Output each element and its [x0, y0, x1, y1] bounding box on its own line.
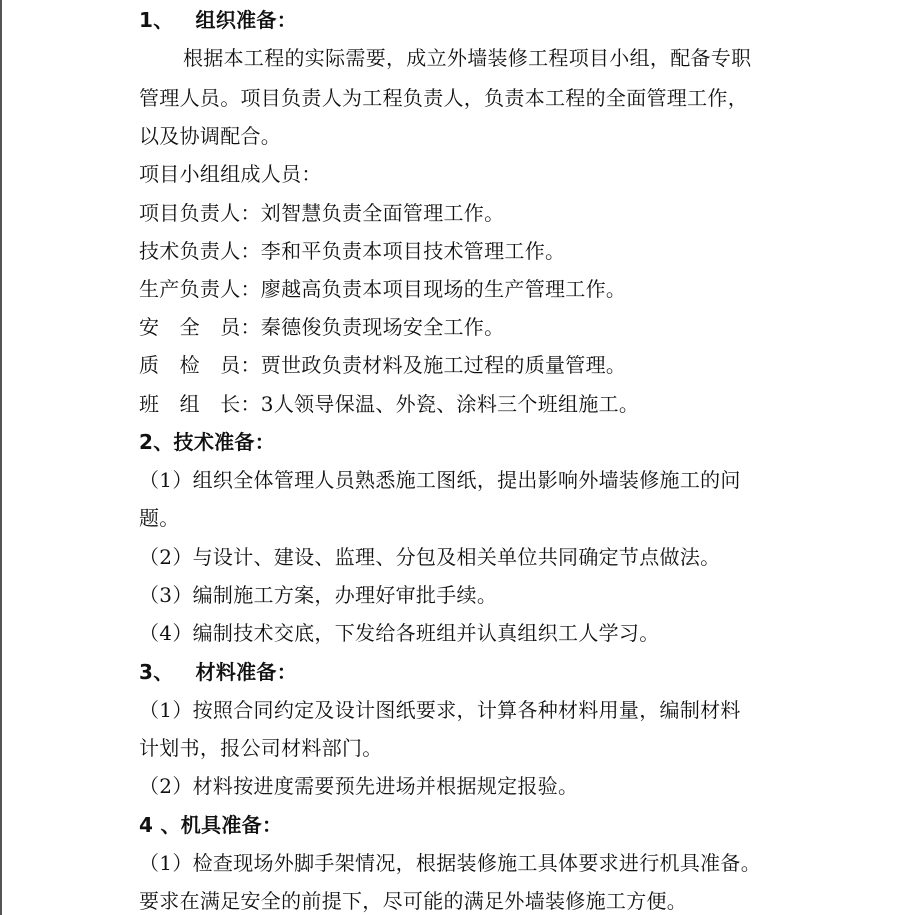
section-2-title: 技术准备：	[173, 430, 276, 454]
member-production-lead: 生产负责人：廖越高负责本项目现场的生产管理工作。	[139, 277, 627, 301]
member-team-leader: 班 组 长：3人领导保温、外瓷、涂料三个班组施工。	[139, 392, 640, 416]
member-safety-officer: 安 全 员：秦德俊负责现场安全工作。	[139, 315, 505, 339]
tech-item-1-line-1: （1）组织全体管理人员熟悉施工图纸，提出影响外墙装修施工的问	[139, 468, 741, 492]
section-2-number: 2、	[139, 430, 174, 454]
tech-item-4: （4）编制技术交底，下发给各班组并认真组织工人学习。	[139, 621, 660, 645]
section-1-paragraph-line-2: 管理人员。项目负责人为工程负责人，负责本工程的全面管理工作，	[139, 86, 748, 110]
tech-item-3: （3）编制施工方案，办理好审批手续。	[139, 583, 498, 607]
equipment-item-1-line-1: （1）检查现场外脚手架情况，根据装修施工具体要求进行机具准备。	[139, 851, 762, 875]
section-2-heading	[139, 430, 275, 454]
tech-item-2: （2）与设计、建设、监理、分包及相关单位共同确定节点做法。	[139, 545, 721, 569]
equipment-item-1-line-2: 要求在满足安全的前提下，尽可能的满足外墙装修施工方便。	[139, 889, 688, 913]
section-1-number: 1、	[139, 8, 174, 32]
section-3-number: 3、	[139, 660, 174, 684]
section-3-title: 材料准备：	[195, 660, 298, 684]
material-item-1-line-1: （1）按照合同约定及设计图纸要求，计算各种材料用量，编制材料	[139, 698, 741, 722]
section-1-heading	[139, 8, 297, 32]
section-4-heading	[139, 813, 282, 837]
material-item-2: （2）材料按进度需要预先进场并根据规定报验。	[139, 774, 579, 798]
section-4-number: 4 、	[139, 813, 181, 837]
member-technical-lead: 技术负责人：李和平负责本项目技术管理工作。	[139, 239, 566, 263]
material-item-1-line-2: 计划书，报公司材料部门。	[139, 736, 383, 760]
members-intro: 项目小组组成人员：	[139, 162, 322, 186]
section-4-title: 机具准备：	[180, 813, 283, 837]
member-quality-inspector: 质 检 员：贾世政负责材料及施工过程的质量管理。	[139, 353, 627, 377]
tech-item-1-line-2: 题。	[139, 506, 180, 530]
section-3-heading	[139, 660, 297, 684]
section-1-paragraph-line-1: 根据本工程的实际需要，成立外墙装修工程项目小组，配备专职	[183, 46, 752, 70]
member-project-lead: 项目负责人：刘智慧负责全面管理工作。	[139, 201, 505, 225]
section-1-title: 组织准备：	[195, 8, 298, 32]
section-1-paragraph-line-3: 以及协调配合。	[139, 124, 282, 148]
